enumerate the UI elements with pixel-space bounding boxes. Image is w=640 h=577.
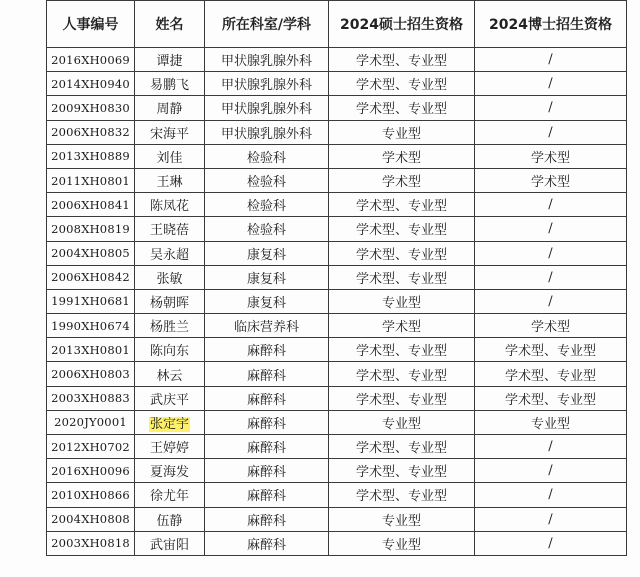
department-cell: 康复科 [205,289,329,313]
name-cell: 王琳 [135,168,205,192]
staff-id-cell: 2016XH0069 [47,48,135,72]
department-cell: 检验科 [205,168,329,192]
name-cell: 谭捷 [135,48,205,72]
department-cell: 麻醉科 [205,338,329,362]
table-row [47,193,627,217]
header-row [47,1,627,48]
department-cell: 甲状腺乳腺外科 [205,48,329,72]
doctoral-eligibility-cell: / [475,217,627,241]
table-row [47,120,627,144]
staff-id-cell: 2006XH0803 [47,362,135,386]
table-row [47,314,627,338]
master-eligibility-cell: 学术型、专业型 [329,386,475,410]
master-eligibility-cell: 学术型、专业型 [329,483,475,507]
staff-id-cell: 2003XH0883 [47,386,135,410]
staff-id-cell: 2004XH0805 [47,241,135,265]
department-cell: 甲状腺乳腺外科 [205,96,329,120]
name-cell: 王晓蓓 [135,217,205,241]
master-eligibility-cell: 专业型 [329,507,475,531]
department-cell: 检验科 [205,193,329,217]
master-eligibility-cell: 学术型、专业型 [329,48,475,72]
table-row [47,459,627,483]
master-eligibility-cell: 学术型、专业型 [329,265,475,289]
doctoral-eligibility-cell: 学术型、专业型 [475,362,627,386]
department-cell: 检验科 [205,217,329,241]
table-row [47,72,627,96]
name-cell: 宋海平 [135,120,205,144]
staff-id-cell: 1991XH0681 [47,289,135,313]
doctoral-eligibility-cell: 学术型、专业型 [475,386,627,410]
staff-id-cell: 2010XH0866 [47,483,135,507]
name-cell: 张敏 [135,265,205,289]
table-row [47,217,627,241]
doctoral-eligibility-cell: / [475,241,627,265]
doctoral-eligibility-cell: / [475,265,627,289]
master-eligibility-cell: 学术型 [329,314,475,338]
table-row [47,241,627,265]
doctoral-eligibility-cell: / [475,435,627,459]
header-staff-id: 人事编号 [47,1,135,48]
master-eligibility-cell: 专业型 [329,120,475,144]
department-cell: 麻醉科 [205,531,329,555]
name-cell [135,410,205,434]
department-cell: 康复科 [205,241,329,265]
department-cell: 甲状腺乳腺外科 [205,72,329,96]
doctoral-eligibility-cell: / [475,483,627,507]
doctoral-eligibility-cell: / [475,289,627,313]
name-cell: 易鹏飞 [135,72,205,96]
header-name: 姓名 [135,1,205,48]
doctoral-eligibility-cell: 学术型 [475,144,627,168]
doctoral-eligibility-cell: / [475,72,627,96]
name-cell: 王婷婷 [135,435,205,459]
master-eligibility-cell: 学术型 [329,144,475,168]
staff-id-cell: 2016XH0096 [47,459,135,483]
department-cell: 麻醉科 [205,459,329,483]
doctoral-eligibility-cell: / [475,193,627,217]
name-cell: 吴永超 [135,241,205,265]
department-cell: 麻醉科 [205,483,329,507]
header-department: 所在科室/学科 [205,1,329,48]
name-cell: 陈向东 [135,338,205,362]
doctoral-eligibility-cell: / [475,531,627,555]
master-eligibility-cell: 学术型、专业型 [329,435,475,459]
department-cell: 康复科 [205,265,329,289]
name-cell: 杨胜兰 [135,314,205,338]
department-cell: 麻醉科 [205,435,329,459]
table-row [47,362,627,386]
table-row [47,48,627,72]
staff-id-cell: 2020JY0001 [47,410,135,434]
table-row [47,338,627,362]
department-cell: 麻醉科 [205,507,329,531]
doctoral-eligibility-cell: 学术型 [475,168,627,192]
department-cell: 麻醉科 [205,410,329,434]
staff-id-cell: 2011XH0801 [47,168,135,192]
master-eligibility-cell: 学术型、专业型 [329,72,475,96]
table-row [47,96,627,120]
department-cell: 甲状腺乳腺外科 [205,120,329,144]
master-eligibility-cell: 学术型、专业型 [329,193,475,217]
master-eligibility-cell: 学术型、专业型 [329,241,475,265]
master-eligibility-cell: 专业型 [329,531,475,555]
name-cell: 武庆平 [135,386,205,410]
name-cell: 刘佳 [135,144,205,168]
doctoral-eligibility-cell: / [475,120,627,144]
name-cell: 徐尤年 [135,483,205,507]
doctoral-eligibility-cell: 学术型 [475,314,627,338]
doctoral-eligibility-cell: / [475,459,627,483]
doctoral-eligibility-cell: / [475,507,627,531]
doctoral-eligibility-cell: / [475,96,627,120]
table-row [47,144,627,168]
table-row [47,483,627,507]
staff-id-cell: 2014XH0940 [47,72,135,96]
doctoral-eligibility-cell: 专业型 [475,410,627,434]
header-doctoral-eligibility: 2024博士招生资格 [475,1,627,48]
master-eligibility-cell: 学术型、专业型 [329,96,475,120]
doctoral-eligibility-cell: 学术型、专业型 [475,338,627,362]
staff-id-cell: 2003XH0818 [47,531,135,555]
staff-id-cell: 2006XH0842 [47,265,135,289]
header-master-eligibility: 2024硕士招生资格 [329,1,475,48]
doctoral-eligibility-cell: / [475,48,627,72]
table-row [47,168,627,192]
name-cell: 夏海发 [135,459,205,483]
master-eligibility-cell: 学术型、专业型 [329,217,475,241]
name-cell: 伍静 [135,507,205,531]
table-row [47,265,627,289]
department-cell: 检验科 [205,144,329,168]
table-row [47,531,627,555]
table-row [47,410,627,434]
staff-id-cell: 2004XH0808 [47,507,135,531]
master-eligibility-cell: 专业型 [329,410,475,434]
staff-id-cell: 2013XH0889 [47,144,135,168]
department-cell: 麻醉科 [205,386,329,410]
staff-id-cell: 2013XH0801 [47,338,135,362]
master-eligibility-cell: 学术型 [329,168,475,192]
staff-id-cell: 2006XH0832 [47,120,135,144]
table-row [47,289,627,313]
staff-id-cell: 2009XH0830 [47,96,135,120]
name-cell: 武宙阳 [135,531,205,555]
master-eligibility-cell: 专业型 [329,289,475,313]
table-body [47,48,627,556]
department-cell: 麻醉科 [205,362,329,386]
name-cell: 周静 [135,96,205,120]
highlighted-name: 张定宇 [149,416,189,432]
master-eligibility-cell: 学术型、专业型 [329,338,475,362]
name-cell: 杨朝晖 [135,289,205,313]
staff-id-cell: 2008XH0819 [47,217,135,241]
staff-id-cell: 2012XH0702 [47,435,135,459]
table-row [47,507,627,531]
name-cell: 陈凤花 [135,193,205,217]
staff-id-cell: 1990XH0674 [47,314,135,338]
department-cell: 临床营养科 [205,314,329,338]
master-eligibility-cell: 学术型、专业型 [329,362,475,386]
table-row [47,386,627,410]
name-cell: 林云 [135,362,205,386]
staff-id-cell: 2006XH0841 [47,193,135,217]
master-eligibility-cell: 学术型、专业型 [329,459,475,483]
roster-table [46,0,627,556]
table-row [47,435,627,459]
table-header [47,1,627,48]
